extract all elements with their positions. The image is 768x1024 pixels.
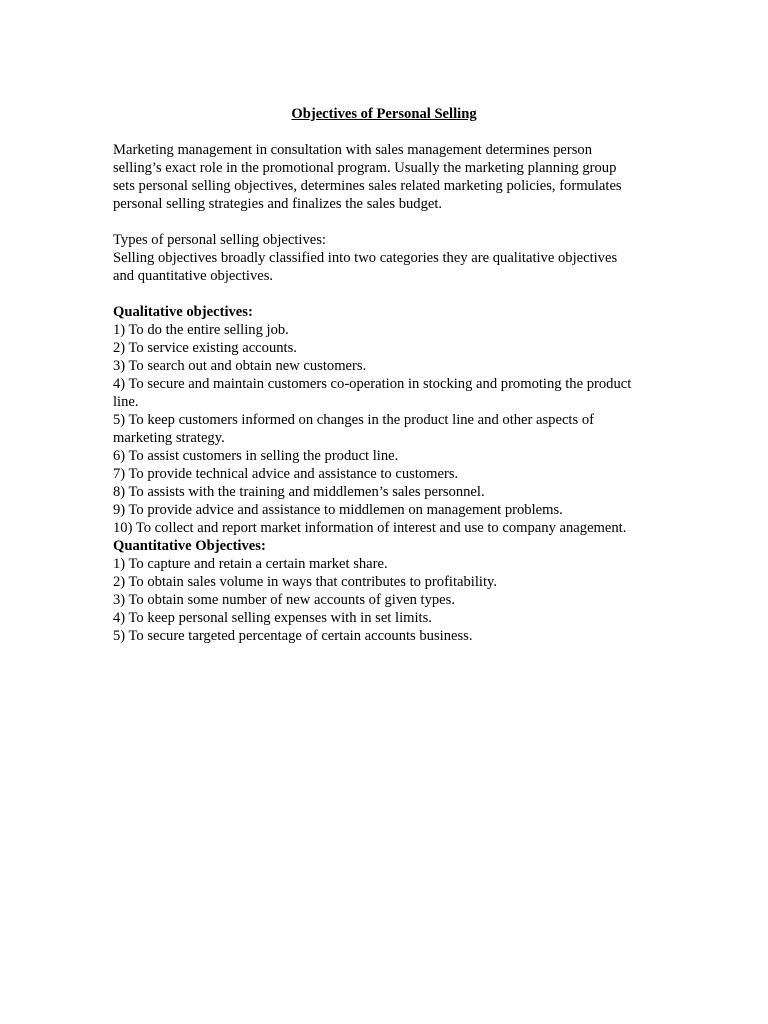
types-line: and quantitative objectives. bbox=[113, 268, 274, 284]
document-title: Objectives of Personal Selling bbox=[291, 106, 477, 122]
spacer bbox=[113, 285, 658, 303]
quantitative-list bbox=[113, 555, 658, 645]
types-heading: Types of personal selling objectives: bbox=[113, 232, 326, 248]
list-item: 3) To search out and obtain new customers. bbox=[113, 358, 367, 374]
qualitative-heading: Qualitative objectives: bbox=[113, 304, 253, 320]
list-item: marketing strategy. bbox=[113, 430, 225, 446]
types-paragraph bbox=[113, 231, 658, 285]
intro-line: Marketing management in consultation with sales management determines person bbox=[113, 142, 593, 158]
spacer bbox=[113, 213, 658, 231]
list-item: 4) To secure and maintain customers co-operation in stocking and promoting the product bbox=[113, 376, 632, 392]
qualitative-list bbox=[113, 321, 658, 537]
intro-paragraph bbox=[113, 141, 658, 213]
list-item: 2) To obtain sales volume in ways that contributes to profitability. bbox=[113, 574, 498, 590]
list-item: line. bbox=[113, 394, 139, 410]
list-item: 6) To assist customers in selling the product line. bbox=[113, 448, 399, 464]
list-item: 5) To secure targeted percentage of certain accounts business. bbox=[113, 628, 473, 644]
list-item: 1) To capture and retain a certain market share. bbox=[113, 556, 388, 572]
list-item: 7) To provide technical advice and assistance to customers. bbox=[113, 466, 459, 482]
quantitative-heading: Quantitative Objectives: bbox=[113, 538, 266, 554]
intro-line: personal selling strategies and finalizes the sales budget. bbox=[113, 196, 443, 212]
types-line: Selling objectives broadly classified into two categories they are qualitative objectives bbox=[113, 250, 618, 266]
intro-line: selling’s exact role in the promotional program. Usually the marketing planning group bbox=[113, 160, 617, 176]
list-item: 8) To assists with the training and middlemen’s sales personnel. bbox=[113, 484, 485, 500]
list-item: 10) To collect and report market information of interest and use to company anagement. bbox=[113, 520, 627, 536]
list-item: 9) To provide advice and assistance to middlemen on management problems. bbox=[113, 502, 563, 518]
list-item: 3) To obtain some number of new accounts of given types. bbox=[113, 592, 455, 608]
list-item: 4) To keep personal selling expenses with in set limits. bbox=[113, 610, 432, 626]
list-item: 5) To keep customers informed on changes in the product line and other aspects of bbox=[113, 412, 594, 428]
document-body bbox=[113, 105, 658, 645]
list-item: 1) To do the entire selling job. bbox=[113, 322, 289, 338]
list-item: 2) To service existing accounts. bbox=[113, 340, 297, 356]
intro-line: sets personal selling objectives, determines sales related marketing policies, formulates bbox=[113, 178, 622, 194]
